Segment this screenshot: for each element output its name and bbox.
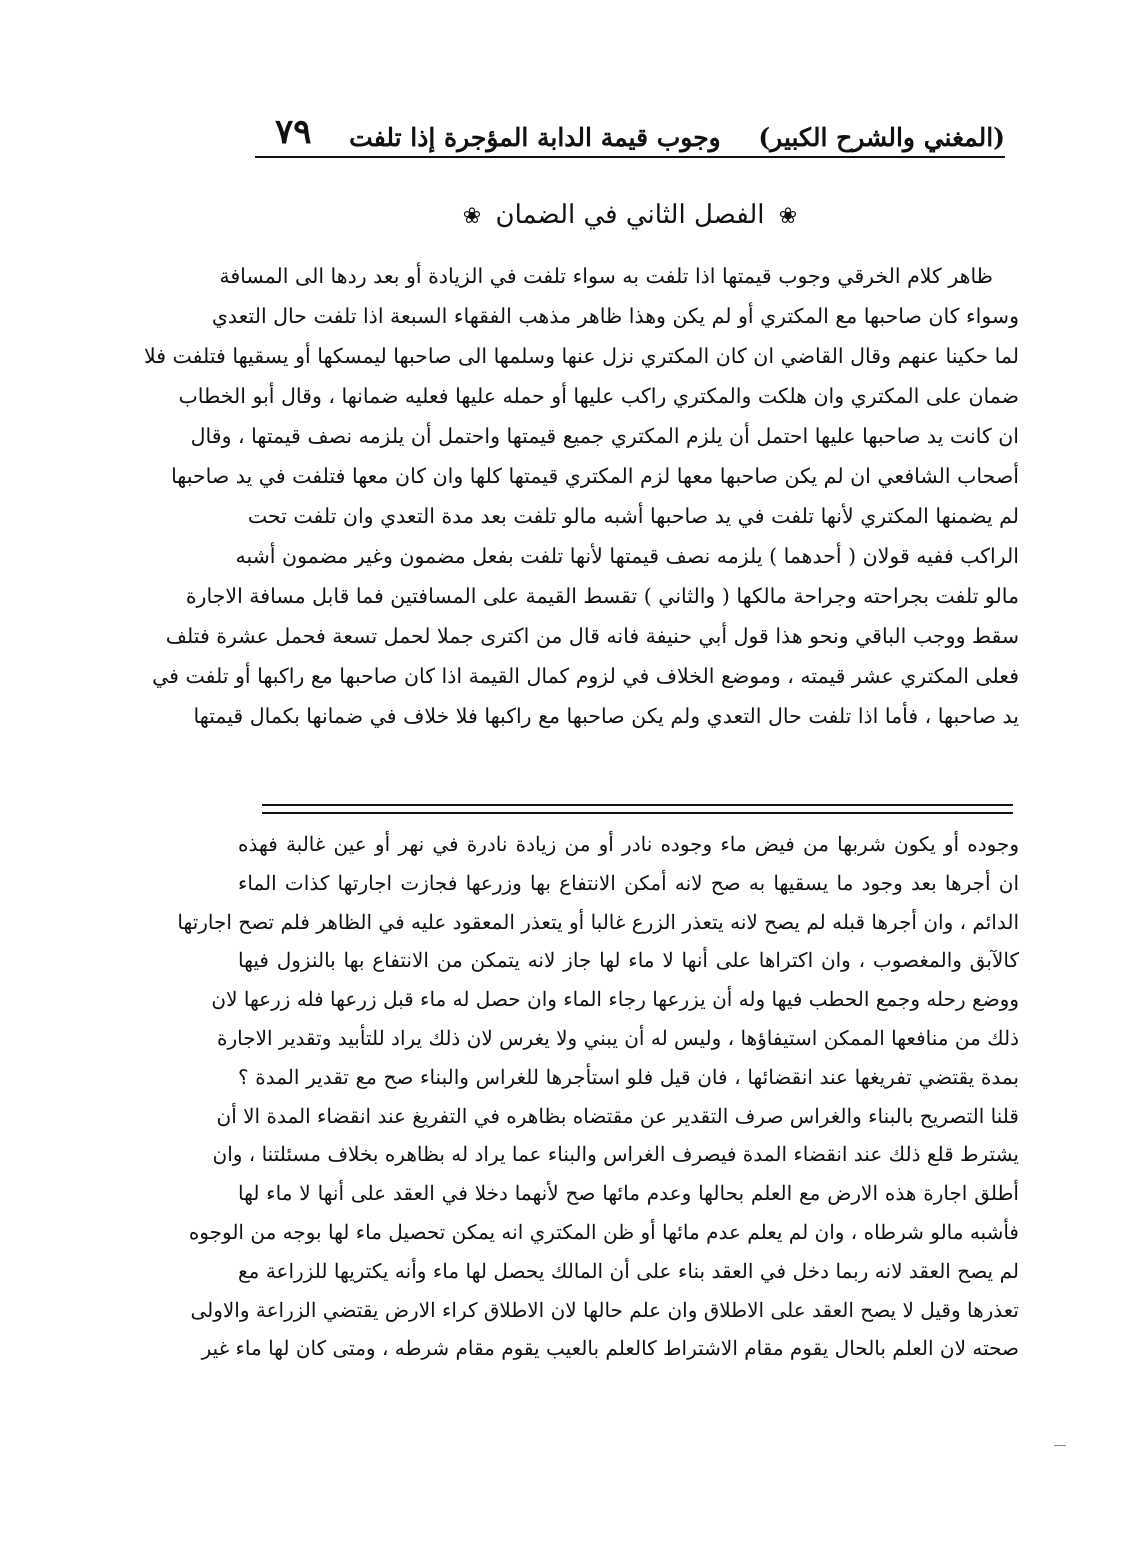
double-rule-separator [262,804,1013,814]
text-line: الدائم ، وان أجرها قبله لم يصح لانه يتعذر الزرع غالبا أو يتعذر المعقود عليه في الظاهر فلم تصح اجارتها [177,909,1019,934]
text-line: مالو تلفت بجراحته وجراحة مالكها ( والثاني ) تقسط القيمة على المسافتين فما قابل مسافة الاجارة [185,584,1019,608]
book-title: (المغني والشرح الكبير) [758,123,1005,152]
text-line: فأشبه مالو شرطاه ، وان لم يعلم عدم مائها أو ظن المكتري انه يمكن تحصيل ماء لها بوجه من الوجوه [188,1219,1019,1244]
text-line: لما حكينا عنهم وقال القاضي ان كان المكتري نزل عنها وسلمها الى صاحبها ليمسكها أو يسقيها فتلفت فلا [143,344,1019,368]
text-line: لم يصح العقد لانه ربما دخل في العقد بناء على أن المالك يحصل لها ماء وأنه يكتريها للزراعة مع [238,1258,1019,1283]
text-line: أطلق اجارة هذه الارض مع العلم بحالها وعدم مائها صح لأنهما دخلا في العقد على أنها لا ماء لها [238,1181,1019,1206]
text-line: فعلى المكتري عشر قيمته ، وموضع الخلاف في لزوم كمال القيمة اذا كان صاحبها مع راكبها أو تلفت في [152,664,1019,688]
running-header [255,100,1005,158]
text-line: الراكب ففيه قولان ( أحدهما ) يلزمه نصف قيمتها لأنها تلفت بفعل مضمون وغير مضمون أشبه [235,544,1019,568]
text-line: أصحاب الشافعي ان لم يكن صاحبها معها لزم المكتري قيمتها كلها وان كان معها فتلفت في يد صاحبها [171,464,1019,488]
text-line: ان أجرها بعد وجود ما يسقيها به صح لانه أمكن الانتفاع بها وزرعها فجازت اجارتها كذات الماء [238,870,1019,895]
main-text-block [143,256,1019,736]
text-line: وجوده أو يكون شربها من فيض ماء وجوده نادر أو من زيادة نادرة في نهر أو عين غالبة فهذه [238,832,1019,856]
commentary-text-block [177,825,1019,1368]
text-line: بمدة يقتضي تفريغها عند انقضائها ، فان قيل فلو استأجرها للغراس والبناء صح مع تقدير المدة ؟ [238,1064,1019,1089]
margin-mark [1054,1445,1066,1446]
text-line: صحته لان العلم بالحال يقوم مقام الاشتراط كالعلم بالعيب يقوم مقام شرطه ، ومتى كان لها ماء غير [201,1336,1019,1361]
text-line: وسواء كان صاحبها مع المكتري أو لم يكن وهذا ظاهر مذهب الفقهاء السبعة اذا تلفت حال التعدي [211,304,1019,328]
text-line: لم يضمنها المكتري لأنها تلفت في يد صاحبها أشبه مالو تلفت بعد مدة التعدي وان تلفت تحت [247,504,1019,528]
ornament-icon: ❀ [462,204,482,229]
text-line: يشترط قلع ذلك عند انقضاء المدة فيصرف الغراس والبناء عما يراد له بظاهره بخلاف مسئلتنا ، وان [212,1142,1019,1167]
text-line: تعذرها وقيل لا يصح العقد على الاطلاق وان علم حالها لان الاطلاق كراء الارض يقتضي الزراعة والاولى [190,1297,1019,1322]
text-line: يد صاحبها ، فأما اذا تلفت حال التعدي ولم يكن صاحبها مع راكبها فلا خلاف في ضمانها بكمال قيمتها [193,704,1019,728]
text-line: قلنا التصريح بالبناء والغراس صرف التقدير عن مقتضاه بظاهره في التفريغ عند انقضاء المدة الا أن [216,1103,1019,1128]
text-line: كالآبق والمغصوب ، وان اكتراها على أنها لا ماء لها جاز لانه يتمكن من الانتفاع بها بالنزول فيها [238,948,1019,973]
text-line: سقط ووجب الباقي ونحو هذا قول أبي حنيفة فانه قال من اكترى جملا لحمل تسعة فحمل عشرة فتلف [165,624,1019,648]
text-line: ظاهر كلام الخرقي وجوب قيمتها اذا تلفت به سواء تلفت في الزيادة أو بعد ردها الى المسافة [219,264,993,288]
section-title: الفصل الثاني في الضمان [495,200,765,230]
page-number: ٧٩ [275,112,312,152]
text-line: ضمان على المكتري وان هلكت والمكتري راكب عليها أو حمله عليها فعليه ضمانها ، وقال أبو الخطاب [178,384,1019,408]
text-line: ذلك من منافعها الممكن استيفاؤها ، وليس له أن يبني ولا يغرس لان ذلك يراد للتأبيد وتقدير الاجارة [217,1025,1019,1050]
text-line: ان كانت يد صاحبها عليها احتمل أن يلزم المكتري جميع قيمتها واحتمل أن يلزمه نصف قيمتها ، وقال [190,424,1019,448]
section-heading [255,190,1005,240]
ornament-icon: ❀ [778,204,798,229]
chapter-title: وجوب قيمة الدابة المؤجرة إذا تلفت [349,123,721,152]
text-line: ووضع رحله وجمع الحطب فيها وله أن يزرعها رجاء الماء وان حصل له ماء قبل زرعها فله زرعها لان [211,987,1019,1012]
